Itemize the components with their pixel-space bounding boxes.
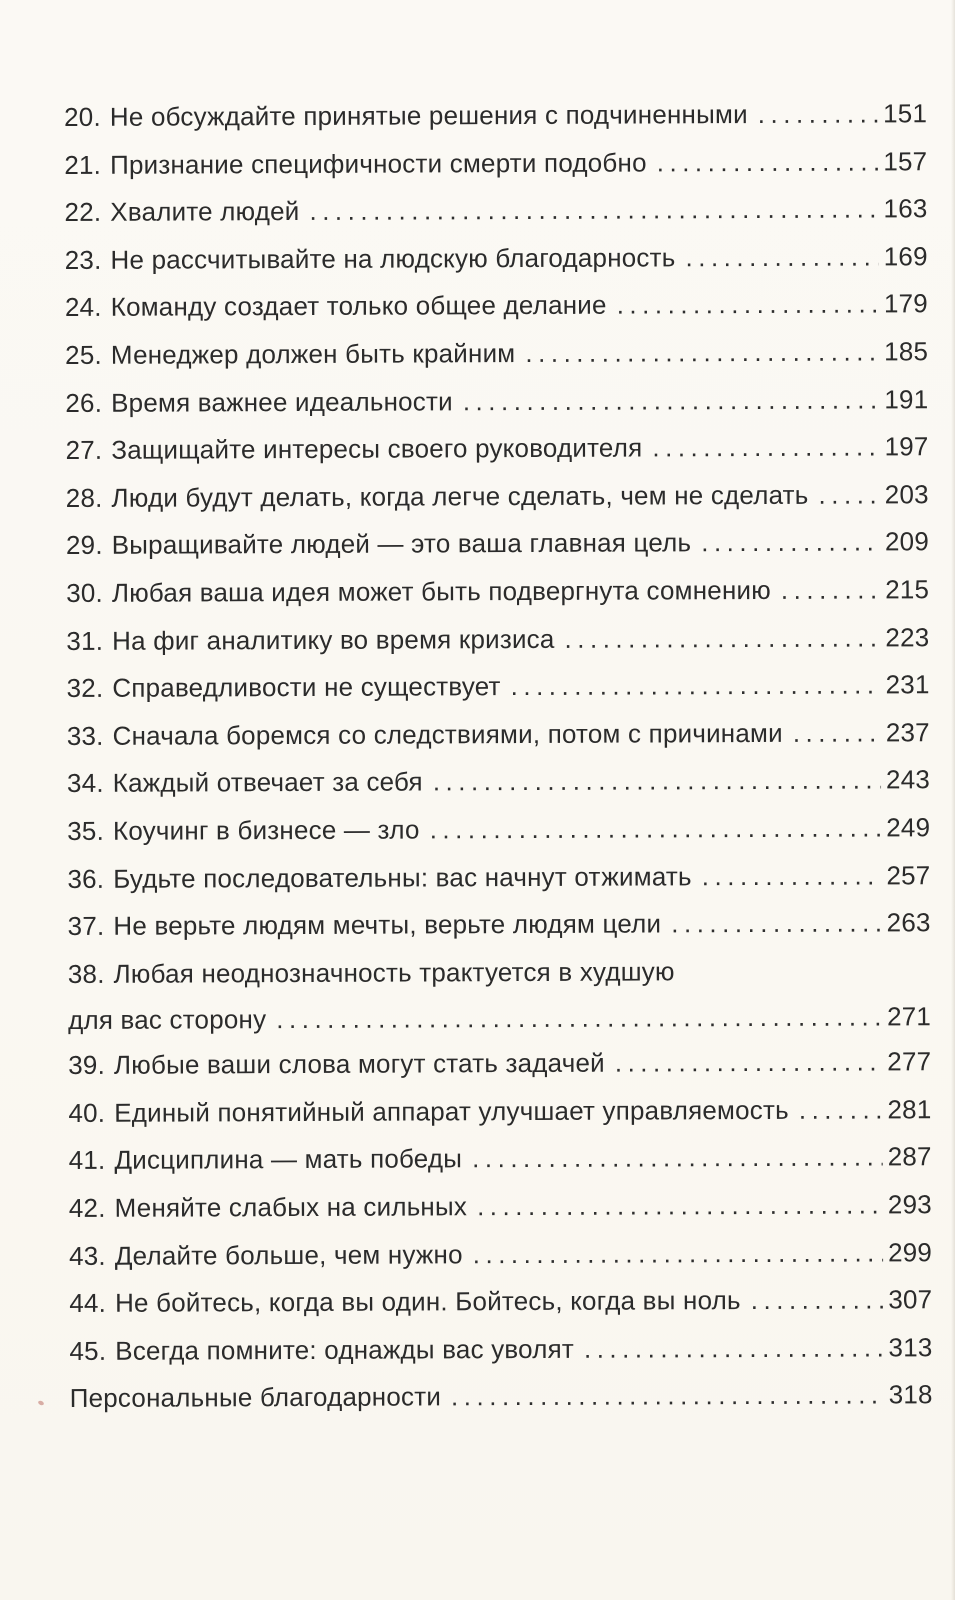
chapter-title: Признание специфичности смерти подобно [109, 147, 647, 180]
dot-leader [818, 471, 879, 519]
page-number: 313 [888, 1332, 933, 1363]
page-number: 169 [883, 241, 928, 272]
dot-leader [758, 90, 879, 138]
dot-leader [702, 852, 882, 900]
dot-leader [451, 1372, 884, 1421]
page-number: 271 [886, 1001, 932, 1032]
toc-entry [68, 947, 931, 1042]
chapter-title: Сначала боремся со следствиями, потом с причинами [112, 717, 783, 751]
dot-leader [510, 662, 880, 711]
page-number: 277 [887, 1046, 932, 1077]
page-number: 231 [885, 669, 930, 700]
page-number: 163 [883, 193, 928, 224]
chapter-title-continued: для вас сторону [67, 1004, 267, 1036]
page-number: 197 [884, 431, 929, 462]
chapter-number: 38. [67, 958, 105, 989]
chapter-title: Команду создает только общее делание [110, 290, 607, 323]
toc-entry [69, 1134, 932, 1185]
chapter-number: 44. [69, 1288, 107, 1319]
chapter-title: Не рассчитывайте на людскую благодарность [110, 242, 676, 275]
scan-edge-shadow [951, 0, 955, 1600]
chapter-title: Менеджер должен быть крайним [110, 338, 516, 370]
chapter-number: 39. [68, 1050, 106, 1081]
chapter-title: Хвалите людей [110, 196, 300, 227]
toc-entry [65, 281, 928, 332]
dot-leader [751, 1277, 884, 1325]
chapter-number: 43. [69, 1240, 106, 1271]
chapter-number: 28. [65, 482, 103, 513]
dot-leader [430, 804, 882, 854]
page-number: 281 [887, 1094, 932, 1125]
page-number: 151 [883, 98, 928, 129]
toc-entry [66, 614, 929, 665]
chapter-number: 23. [64, 244, 102, 275]
chapter-number: 35. [67, 815, 105, 846]
dot-leader [701, 519, 880, 567]
dot-leader [652, 424, 879, 473]
dot-leader [615, 1039, 883, 1088]
dot-leader [657, 138, 879, 187]
dot-leader [671, 900, 882, 949]
page-number: 307 [888, 1284, 933, 1315]
toc-entry [69, 1324, 932, 1375]
dot-leader [799, 1086, 883, 1134]
chapter-title: Защищайте интересы своего руководителя [111, 432, 643, 465]
dot-leader [525, 328, 879, 377]
toc-entry [68, 1039, 931, 1090]
toc-entry [69, 1229, 932, 1280]
chapter-number: 24. [64, 292, 102, 323]
chapter-number: 36. [67, 863, 105, 894]
dot-leader [477, 1182, 883, 1231]
page-number: 179 [883, 288, 928, 319]
page-number: 263 [886, 907, 931, 938]
chapter-title: Люди будут делать, когда легче сделать, чем не сделать [111, 479, 809, 513]
page-number: 215 [885, 574, 930, 605]
chapter-title: Делайте больше, чем нужно [114, 1238, 463, 1271]
chapter-number: 29. [65, 530, 103, 561]
dot-leader [781, 566, 881, 614]
page-number: 293 [887, 1189, 932, 1220]
chapter-number: 32. [66, 672, 104, 704]
toc-entry [66, 566, 929, 617]
chapter-title: Не обсуждайте принятые решения с подчиненными [109, 99, 748, 132]
chapter-title: На фиг аналитику во время кризиса [112, 623, 555, 656]
toc-entry [64, 185, 927, 236]
page-number: 249 [886, 812, 931, 843]
chapter-number: 26. [65, 387, 103, 418]
toc-entry [65, 423, 928, 474]
toc-entry [67, 757, 930, 808]
dot-leader [473, 1229, 884, 1278]
chapter-number: 34. [66, 768, 104, 799]
chapter-title: Единый понятийный аппарат улучшает управляемость [114, 1094, 789, 1128]
chapter-title: Время важнее идеальности [111, 385, 453, 418]
page-number: 318 [888, 1379, 933, 1410]
chapter-number: 27. [65, 434, 103, 466]
chapter-title: Не верьте людям мечты, верьте людям цели [113, 908, 662, 941]
dot-leader [685, 233, 878, 281]
chapter-title: Справедливости не существует [112, 671, 501, 703]
chapter-number: 31. [66, 625, 104, 656]
chapter-title: Не бойтесь, когда вы один. Бойтесь, когда вы ноль [114, 1285, 741, 1319]
chapter-number: 40. [68, 1097, 106, 1128]
page-number: 209 [884, 526, 930, 557]
chapter-number: 20. [64, 101, 101, 132]
chapter-title: Меняйте слабых на сильных [114, 1191, 468, 1223]
page-number: 223 [885, 621, 930, 652]
chapter-title: Каждый отвечает за себя [112, 766, 423, 799]
page-number: 243 [885, 764, 931, 795]
toc-list [64, 90, 933, 1423]
chapter-title: Любая ваша идея может быть подвергнута сомнению [111, 574, 771, 608]
page-number: 191 [884, 383, 929, 414]
chapter-number: 42. [68, 1192, 106, 1224]
page-number: 157 [883, 145, 928, 177]
toc-entry [66, 661, 929, 712]
page-number: 299 [888, 1236, 933, 1268]
chapter-title: Дисциплина — мать победы [114, 1143, 463, 1176]
chapter-title: Персональные благодарности [69, 1381, 442, 1414]
dot-leader [617, 281, 879, 330]
toc-entry [67, 804, 930, 855]
toc-entry [69, 1181, 932, 1232]
chapter-title: Выращивайте людей — это ваша главная цель [111, 527, 692, 561]
chapter-title: Любая неоднозначность трактуется в худшую [113, 956, 675, 989]
page-number: 185 [884, 336, 929, 367]
toc-entry [64, 90, 927, 141]
toc-entry [65, 376, 928, 427]
dot-leader [564, 614, 880, 663]
page-number: 203 [884, 478, 929, 510]
dot-leader [276, 995, 882, 1042]
toc-entry [64, 138, 927, 189]
toc-entry [66, 519, 929, 570]
chapter-number: 25. [65, 339, 102, 370]
chapter-number: 45. [69, 1335, 107, 1366]
dot-leader [472, 1134, 883, 1183]
chapter-title: Всегда помните: однажды вас уволят [115, 1333, 575, 1366]
dot-leader [433, 757, 881, 807]
chapter-number: 22. [64, 197, 102, 228]
toc-entry [67, 852, 930, 903]
toc-entry [67, 709, 930, 760]
toc-entry [68, 899, 931, 950]
dot-leader [309, 186, 878, 236]
page-number: 287 [887, 1141, 932, 1172]
chapter-title: Будьте последовательны: вас начнут отжимать [113, 860, 692, 894]
toc-entry [66, 471, 929, 522]
chapter-number: 37. [67, 910, 105, 942]
toc-entry [69, 1276, 932, 1327]
page-number: 257 [886, 859, 931, 890]
toc-entry [70, 1372, 933, 1423]
chapter-number: 41. [68, 1145, 106, 1176]
chapter-number: 30. [66, 577, 103, 608]
dot-leader [793, 709, 881, 757]
chapter-number: 21. [64, 149, 102, 180]
toc-entry [68, 1086, 931, 1137]
dot-leader [463, 376, 880, 425]
dot-leader [584, 1324, 884, 1373]
chapter-title: Коучинг в бизнесе — зло [112, 814, 420, 846]
chapter-number: 33. [66, 720, 104, 751]
toc-entry [65, 233, 928, 284]
toc-entry [65, 328, 928, 379]
chapter-title: Любые ваши слова могут стать задачей [113, 1047, 605, 1081]
page-number: 237 [885, 716, 930, 748]
